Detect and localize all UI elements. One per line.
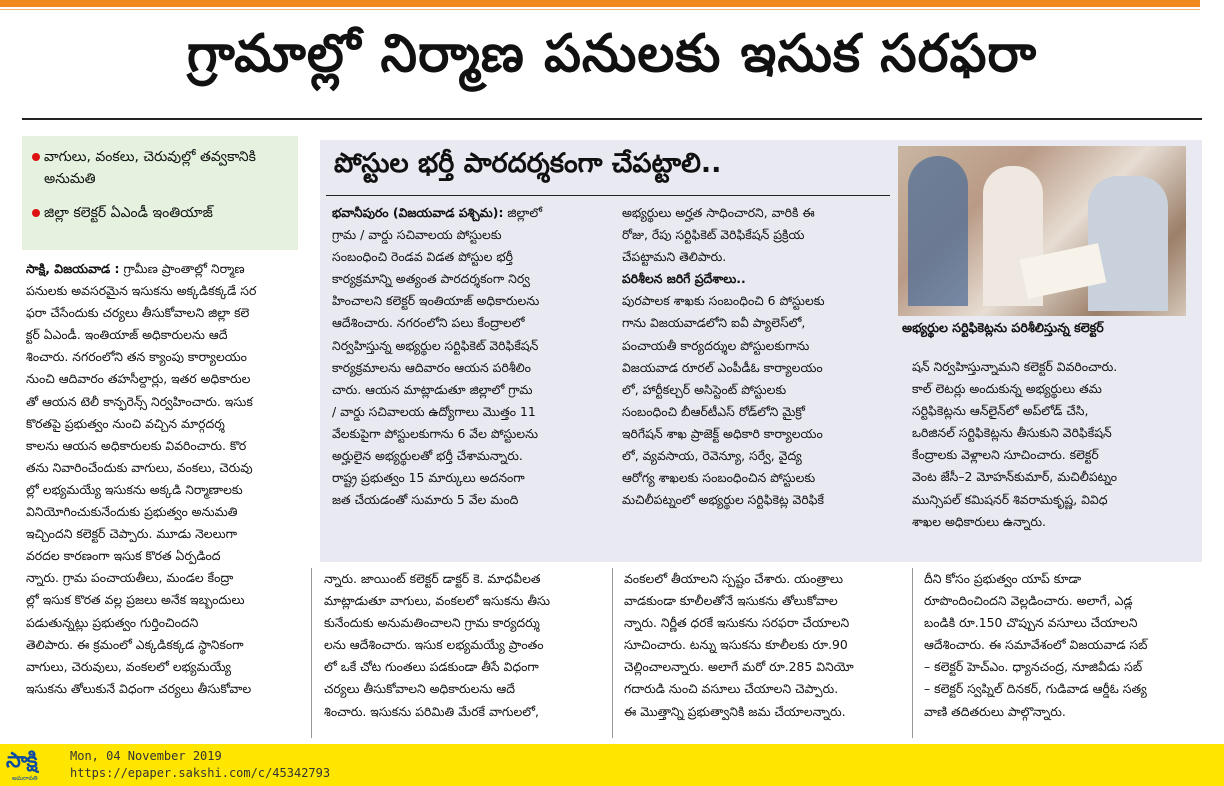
highlight-item: జిల్లా కలెక్టర్ ఏఎండీ ఇంతియాజ్ <box>32 202 292 224</box>
column-divider <box>612 568 613 738</box>
boxed-story-rule <box>326 195 890 196</box>
boxed-subhead: పరిశీలన జరిగే ప్రదేశాలు.. <box>622 271 746 287</box>
boxed-dateline: భవానీపురం (విజయవాడ పశ్చిమ): <box>332 205 504 220</box>
top-color-bar <box>0 0 1200 7</box>
page-headline: గ్రామాల్లో నిర్మాణ పనులకు ఇసుక సరఫరా <box>186 24 1038 84</box>
boxed-story-headline: పోస్టుల భర్తీ పారదర్శకంగా చేపట్టాలి.. <box>334 148 722 179</box>
boxed-story-column-1: భవానీపురం (విజయవాడ పశ్చిమ): జిల్లాలో గ్రామ / వార్డు సచివాలయ పోస్టులకు సంబంధించి రెండవ విడత పోస్టుల భర్తీ కార్యక్రమాన్ని అత్యంత పారదర్శకంగా నిర్వ హించాలని కలెక్టర్ ఇంతియాజ్ అధికారులను ఆదేశించారు. నగరంలోని పలు కేంద్రాలలో నిర్వహిస్తున్న అభ్యర్థుల సర్టిఫికెట్ వెరిఫికేషన్ కార్యక్రమాలను ఆదివారం ఆయన పరిశీలిం చారు. ఆయన మాట్లాడుతూ జిల్లాలో గ్రామ / వార్డు సచివాలయ ఉద్యోగాలు మొత్తం 11 వేలకుపైగా పోస్టులకుగాను 6 వేల పోస్టులను అర్హులైన అభ్యర్థులతో భర్తీ చేశామన్నారు. రాష్ట్ర ప్రభుత్వం 15 మార్కులు అదనంగా జత చేయడంతో సుమారు 5 వేల మంది <box>332 205 543 508</box>
continuation-column-2: న్నారు. జాయింట్ కలెక్టర్ డాక్టర్ కె. మాధవీలత మాట్లాడుతూ వాగులు, వంకలలో ఇసుకను తీసు కునేందుకు అనుమతించాలని గ్రామ కార్యదర్శు లను ఆదేశించారు. ఇసుక లభ్యమయ్యే ప్రాంతం లో ఒకే చోట గుంతలు పడకుండా తీసే విధంగా చర్యలు తీసుకోవాలని అధికారులను ఆదే శించారు. ఇసుకను పరిమితి మేరకే వాగులలో, <box>324 571 551 719</box>
headline-rule <box>22 118 1202 120</box>
footer-bar <box>0 744 1224 786</box>
sakshi-logo[interactable]: సాక్షి అమరావతి <box>6 748 38 782</box>
column-divider <box>912 568 913 738</box>
boxed-story-column-2: అభ్యర్థులు అర్హత సాధించారని, వారికి ఈ రోజు, రేపు సర్టిఫికెట్ వెరిఫికేషన్ ప్రక్రియ చేపట్టామని తెలిపారు. పరిశీలన జరిగే ప్రదేశాలు.. పురపాలక శాఖకు సంబంధించి 6 పోస్టులకు గాను విజయవాడలోని ఐవీ ప్యాలెస్‌లో, పంచాయతీ కార్యదర్శుల పోస్టులకుగాను విజయవాడ రూరల్ ఎంపీడీఓ కార్యాలయం లో, హార్టీకల్చర్ అసిస్టెంట్ పోస్టులకు సంబంధించి బీఆర్‌టీఎస్ రోడ్‌లోని మైక్రో ఇరిగేషన్ శాఖ ప్రాజెక్ట్ అధికారి కార్యాలయం లో, వ్యవసాయ, రెవెన్యూ, సర్వే, వైద్య ఆరోగ్య శాఖలకు సంబంధించిన పోస్టులకు మచిలీపట్నంలో అభ్యర్థుల సర్టిఫికెట్ల వెరిఫికే <box>622 202 894 511</box>
photo-caption: అభ్యర్థుల సర్టిఫికెట్లను పరిశీలిస్తున్న కలెక్టర్ <box>902 320 1104 335</box>
footer-url[interactable]: https://epaper.sakshi.com/c/45342793 <box>70 766 331 780</box>
boxed-story-column-3: షన్ నిర్వహిస్తున్నామని కలెక్టర్ వివరించారు. కాల్ లెటర్లు అందుకున్న అభ్యర్థులు తమ సర్టిఫికెట్లను ఆన్‌లైన్‌లో అప్‌లోడ్ చేసి, ఒరిజినల్ సర్టిఫికెట్లను తీసుకుని వెరిఫికేషన్ కేంద్రాలకు వెళ్లాలని సూచించారు. కలెక్టర్ వెంట జేసీ–2 మోహన్‌కుమార్, మచిలీపట్నం మున్సిపల్ కమిషనర్ శివరామకృష్ణ, వివిధ శాఖల అధికారులు ఉన్నారు. <box>912 359 1118 529</box>
collector-photo <box>898 146 1186 316</box>
bullet-icon <box>32 209 40 217</box>
left-story-column: సాక్షి, విజయవాడ : గ్రామీణ ప్రాంతాల్లో నిర్మాణ పనులకు అవసరమైన ఇసుకను అక్కడికక్కడే సర ఫరా చేసేందుకు చర్యలు తీసుకోవాలని జిల్లా కలె క్టర్ ఏఎండీ. ఇంతియాజ్ అధికారులను ఆదే శించారు. నగరంలోని తన క్యాంపు కార్యాలయం నుంచి ఆదివారం తహసీల్దార్లు, ఇతర అధికారుల తో ఆయన టెలీ కాన్ఫరెన్స్ నిర్వహించారు. ఇసుక కొరతపై ప్రభుత్వం నుంచి వచ్చిన మార్గదర్శ కాలను ఆయన అధికారులకు వివరించారు. కొర తను నివారించేందుకు వాగులు, వంకలు, చెరువు ల్లో లభ్యమయ్యే ఇసుకను అక్కడి నిర్మాణాలకు వినియోగించుకునేందుకు ప్రభుత్వం అనుమతి ఇచ్చిందని కలెక్టర్ చెప్పారు. మూడు నెలలుగా వరదల కారణంగా ఇసుక కొరత ఏర్పడింద న్నారు. గ్రామ పంచాయతీలు, మండల కేంద్రా ల్లో ఇసుక కొరత వల్ల ప్రజలు అనేక ఇబ్బందులు పడుతున్నట్లు ప్రభుత్వం గుర్తించిందని తెలిపారు. ఈ క్రమంలో ఎక్కడికక్కడ స్థానికంగా వాగులు, చెరువులు, వంకలలో లభ్యమయ్యే ఇసుకను తోలుకునే విధంగా చర్యలు తీసుకోవాల <box>26 261 257 696</box>
bullet-icon <box>32 153 40 161</box>
highlight-item: వాగులు, వంకలు, చెరువుల్లో తవ్వకానికి అనుమతి <box>32 146 292 190</box>
dateline: సాక్షి, విజయవాడ : <box>26 261 120 276</box>
highlights-box <box>22 136 298 250</box>
top-rule <box>0 9 1200 10</box>
footer-date: Mon, 04 November 2019 <box>70 749 222 763</box>
continuation-column-3: వంకలలో తీయాలని స్పష్టం చేశారు. యంత్రాలు వాడకుండా కూలీలతోనే ఇసుకను తోలుకోవాల న్నారు. నిర్ణీత ధరకే ఇసుకను సరఫరా చేయాలని సూచించారు. టన్ను ఇసుకను కూలీలకు రూ.90 చెల్లించాలన్నారు. అలాగే మరో రూ.285 వినియో గదారుడి నుంచి వసూలు చేయాలని చెప్పారు. ఈ మొత్తాన్ని ప్రభుత్వానికి జమ చేయాలన్నారు. <box>624 571 854 719</box>
continuation-column-4: దీని కోసం ప్రభుత్వం యాప్ కూడా రూపొందించిందని వెల్లడించారు. అలాగే, ఎడ్ల బండికి రూ.150 చొప్పున వసూలు చేయాలని ఆదేశించారు. ఈ సమావేశంలో విజయవాడ సబ్ – కలెక్టర్ హెచ్‌ఎం. ధ్యానచంద్ర, నూజివీడు సబ్ – కలెక్టర్ స్వప్నిల్ దినకర్, గుడివాడ ఆర్డీఓ సత్య వాణి తదితరులు పాల్గొన్నారు. <box>924 571 1148 719</box>
column-divider <box>311 568 312 738</box>
